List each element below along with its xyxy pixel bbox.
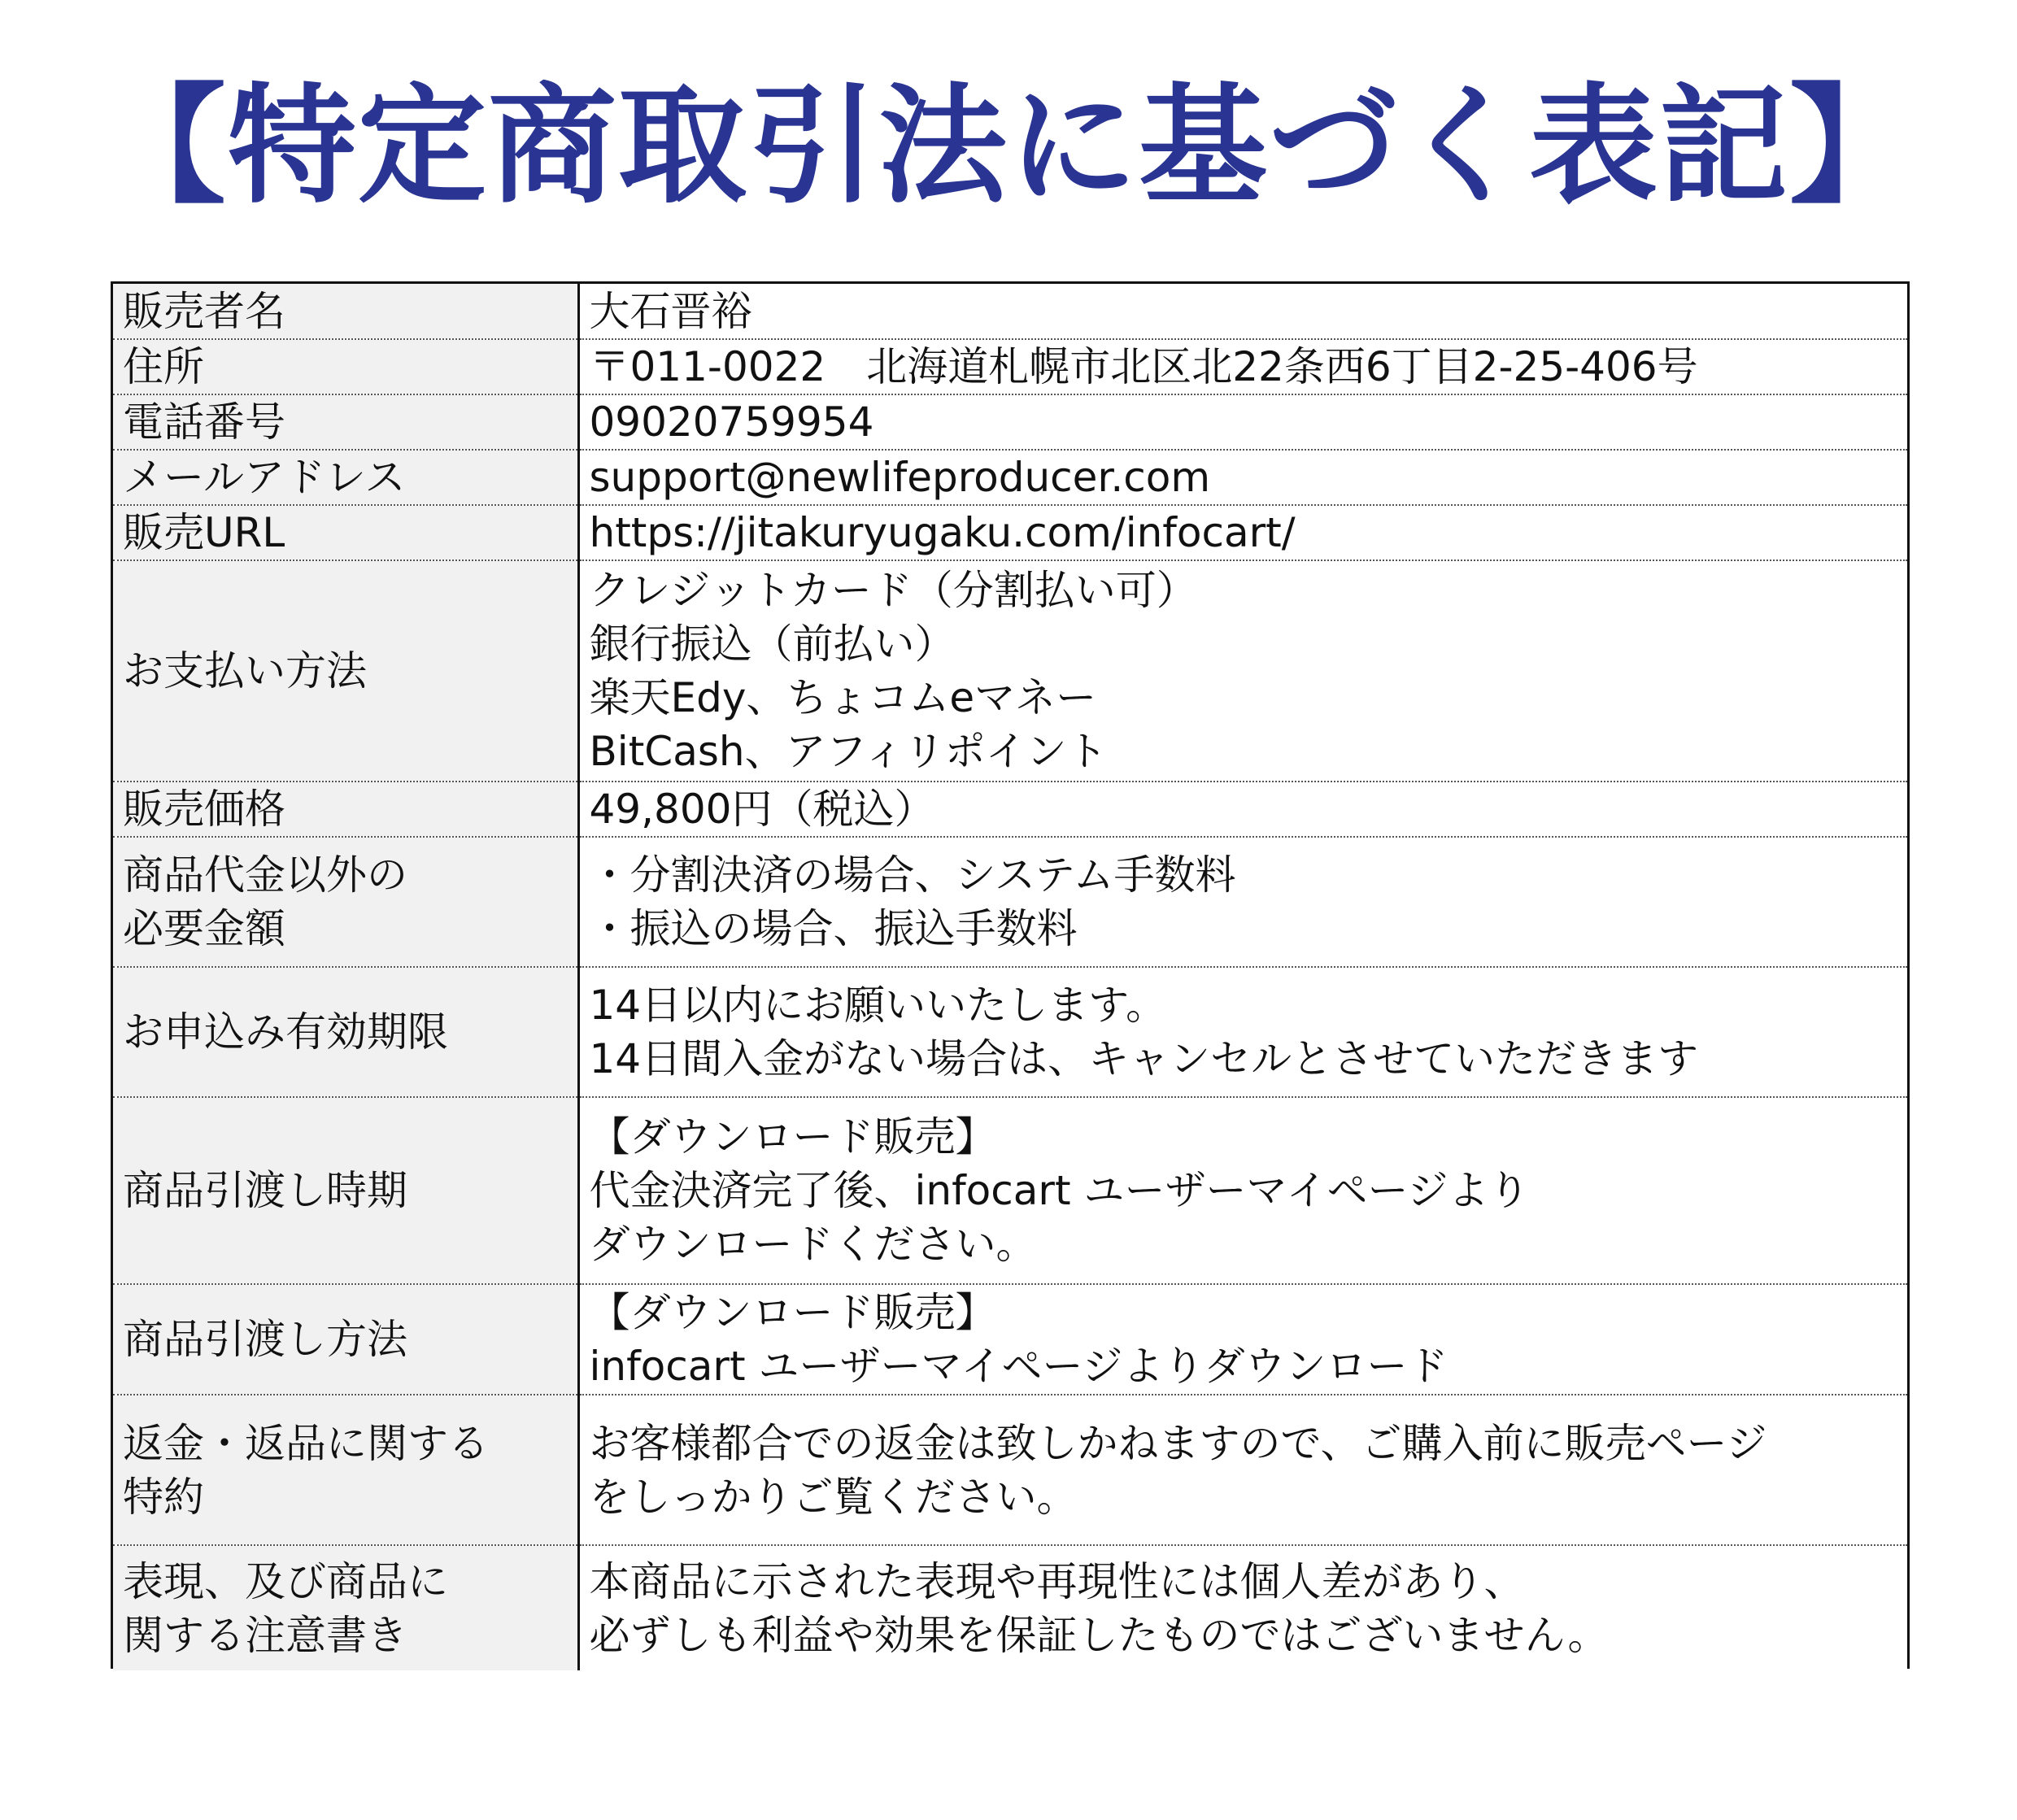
row-value-line: https://jitakuryugaku.com/infocart/ xyxy=(589,509,1296,556)
table-row xyxy=(113,560,1907,782)
row-value xyxy=(578,1097,1907,1284)
table-row xyxy=(113,1097,1907,1284)
row-value-line: infocart ユーザーマイページよりダウンロード xyxy=(589,1343,1448,1390)
row-label-line: 住所 xyxy=(123,343,204,390)
table-row xyxy=(113,450,1907,505)
row-value-line: 必ずしも利益や効果を保証したものではございません。 xyxy=(589,1611,1609,1659)
row-label-line: お支払い方法 xyxy=(123,647,367,694)
row-label-line: 販売価格 xyxy=(123,786,285,833)
row-value xyxy=(578,1284,1907,1395)
row-value xyxy=(578,837,1907,967)
table-row xyxy=(113,505,1907,560)
row-label xyxy=(113,1545,578,1670)
table-row xyxy=(113,967,1907,1097)
row-value-line: 【ダウンロード販売】 xyxy=(589,1289,996,1336)
row-value xyxy=(578,1545,1907,1670)
row-label-line: 特約 xyxy=(123,1473,204,1521)
row-label xyxy=(113,1395,578,1545)
row-label-line: 返金・返品に関する xyxy=(123,1419,489,1467)
row-label xyxy=(113,1284,578,1395)
row-value-line: 14日以内にお願いいたします。 xyxy=(589,982,1167,1029)
row-label xyxy=(113,284,578,339)
row-label xyxy=(113,782,578,837)
row-value xyxy=(578,967,1907,1097)
row-label-line: 販売者名 xyxy=(123,287,285,335)
row-value-line: お客様都合での返金は致しかねますので、ご購入前に販売ページ xyxy=(589,1419,1767,1467)
row-value-line: 49,800円（税込） xyxy=(589,786,935,833)
row-label-line: 表現、及び商品に xyxy=(123,1557,448,1605)
row-label-line: 販売URL xyxy=(123,509,285,556)
row-value-line: 本商品に示された表現や再現性には個人差があり、 xyxy=(589,1557,1525,1605)
table-row xyxy=(113,1395,1907,1545)
row-value-line: 銀行振込（前払い） xyxy=(589,620,956,668)
row-value-line: ・振込の場合、振込手数料 xyxy=(589,905,1078,952)
row-label-line: 商品引渡し時期 xyxy=(123,1167,407,1214)
row-label-line: 商品引渡し方法 xyxy=(123,1316,407,1363)
row-value-line: 楽天Edy、ちょコムeマネー xyxy=(589,674,1097,721)
row-value-line: をしっかりご覧ください。 xyxy=(589,1473,1078,1521)
row-value-line: 〒011-0022 北海道札幌市北区北22条西6丁目2-25-406号 xyxy=(589,343,1698,390)
row-label xyxy=(113,394,578,450)
row-label xyxy=(113,967,578,1097)
table-row xyxy=(113,1545,1907,1670)
table-row xyxy=(113,284,1907,339)
row-value xyxy=(578,560,1907,782)
row-label xyxy=(113,837,578,967)
row-label-line: 電話番号 xyxy=(123,398,285,446)
row-label xyxy=(113,560,578,782)
row-value xyxy=(578,505,1907,560)
table-row xyxy=(113,394,1907,450)
row-label-line: 必要金額 xyxy=(123,905,285,952)
row-label-line: お申込み有効期限 xyxy=(123,1008,448,1056)
row-value-line: 14日間入金がない場合は、キャンセルとさせていただきます xyxy=(589,1035,1699,1082)
row-value xyxy=(578,1395,1907,1545)
table-row xyxy=(113,782,1907,837)
table-row xyxy=(113,339,1907,394)
table-row xyxy=(113,837,1907,967)
row-label xyxy=(113,450,578,505)
row-value-line: 代金決済完了後、infocart ユーザーマイページより xyxy=(589,1167,1530,1214)
row-value-line: support@newlifeproducer.com xyxy=(589,454,1211,501)
row-label xyxy=(113,339,578,394)
row-value xyxy=(578,284,1907,339)
row-value xyxy=(578,450,1907,505)
disclosure-table xyxy=(111,281,1910,1669)
table-row xyxy=(113,1284,1907,1395)
row-value-line: ダウンロードください。 xyxy=(589,1221,1037,1268)
row-value-line: クレジットカード（分割払い可） xyxy=(589,567,1197,614)
row-label-line: 商品代金以外の xyxy=(123,851,407,899)
row-value xyxy=(578,394,1907,450)
row-value-line: 大石晋裕 xyxy=(589,287,752,335)
row-label-line: メールアドレス xyxy=(123,454,406,501)
row-value xyxy=(578,339,1907,394)
page-title: 【特定商取引法に基づく表記】 xyxy=(98,72,1919,221)
row-label xyxy=(113,505,578,560)
row-value-line: ・分割決済の場合、システム手数料 xyxy=(589,851,1236,899)
row-value-line: BitCash、アフィリポイント xyxy=(589,728,1108,775)
row-value xyxy=(578,782,1907,837)
row-value-line: 09020759954 xyxy=(589,398,874,446)
row-label-line: 関する注意書き xyxy=(123,1611,407,1659)
row-label xyxy=(113,1097,578,1284)
row-value-line: 【ダウンロード販売】 xyxy=(589,1113,996,1160)
disclosure-table-grid xyxy=(113,284,1907,1670)
